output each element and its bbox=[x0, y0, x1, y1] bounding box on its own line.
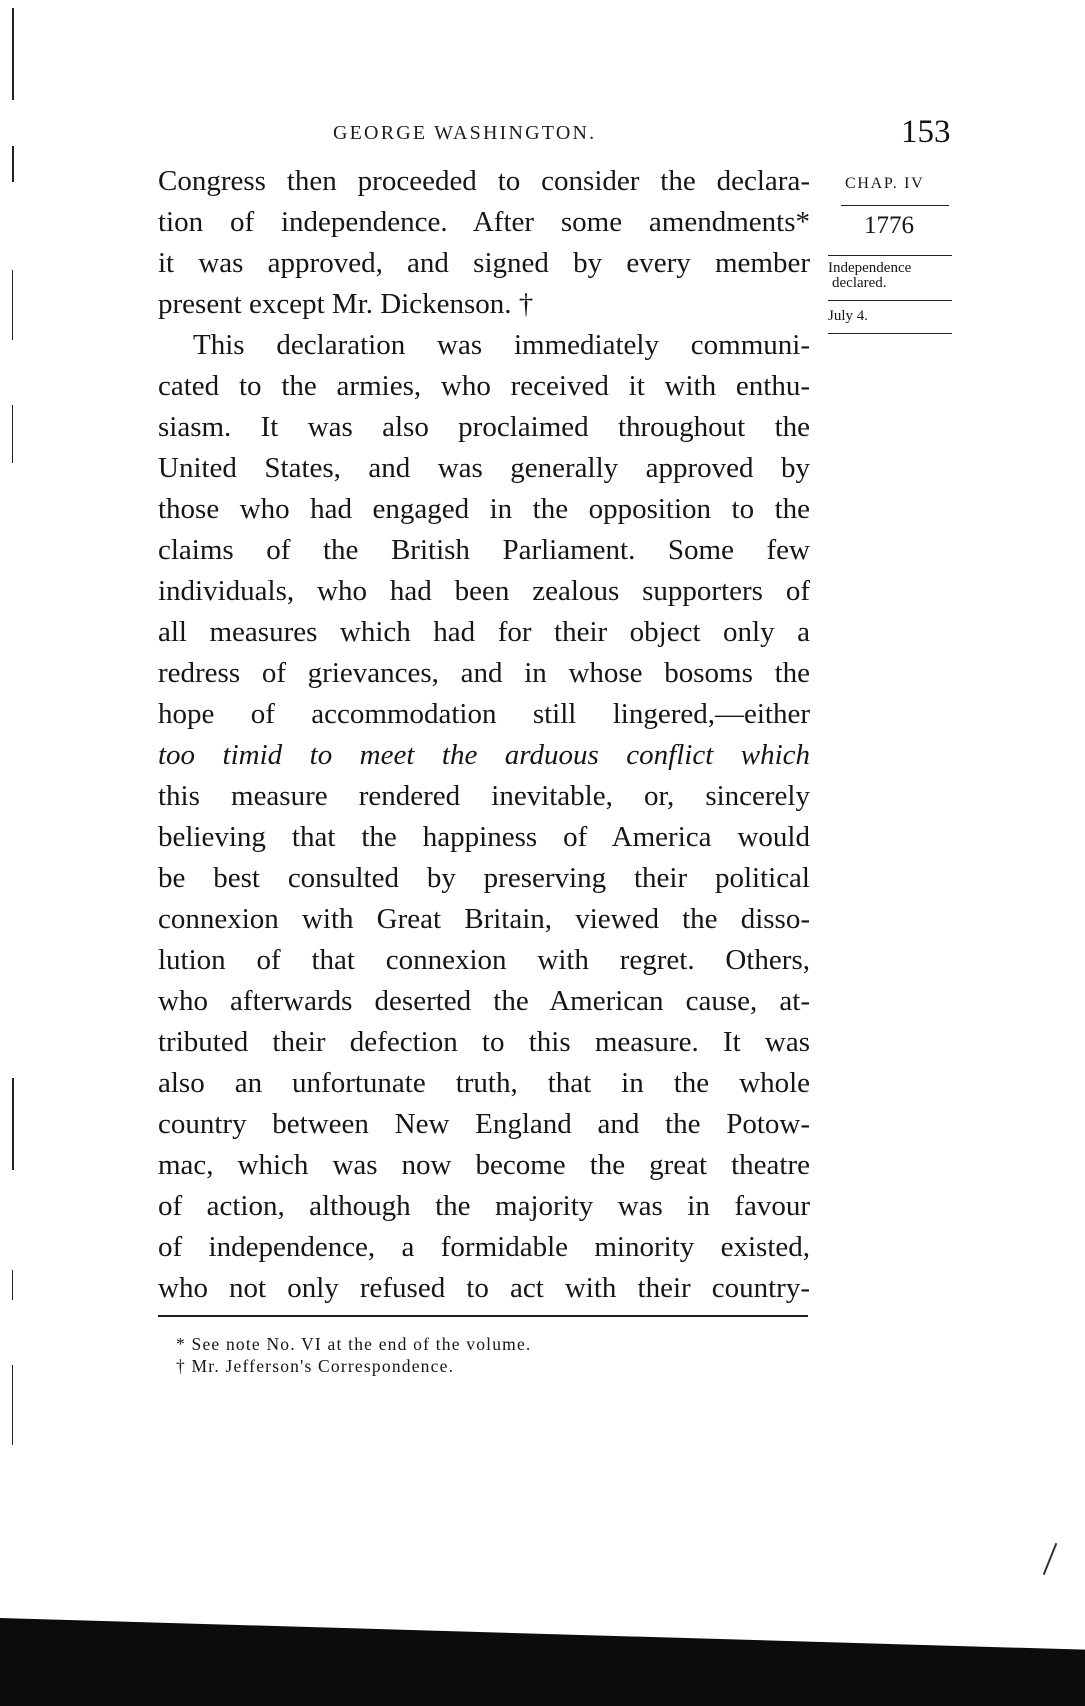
sidenote-text bbox=[828, 261, 911, 291]
body-line: claims of the British Parliament. Some few bbox=[158, 534, 810, 566]
page-scan-edge bbox=[0, 0, 26, 1460]
sidenote-chapter: CHAP. IV bbox=[845, 175, 925, 192]
body-line: those who had engaged in the opposition to the bbox=[158, 493, 810, 525]
body-line: Congress then proceeded to consider the declara- bbox=[158, 165, 810, 197]
scan-mark bbox=[1043, 1543, 1058, 1575]
scan-edge-line bbox=[12, 270, 13, 340]
body-line: United States, and was generally approved by bbox=[158, 452, 810, 484]
body-line: too timid to meet the arduous conflict which bbox=[158, 739, 810, 771]
page-number: 153 bbox=[901, 114, 951, 150]
sidenote-date: July 4. bbox=[828, 308, 869, 324]
footnote: * See note No. VI at the end of the volume. bbox=[176, 1334, 532, 1354]
body-line: cated to the armies, who received it with enthu- bbox=[158, 370, 810, 402]
scan-edge-line bbox=[12, 1270, 13, 1300]
sidenote-rule bbox=[828, 333, 952, 334]
body-line: mac, which was now become the great theatre bbox=[158, 1149, 810, 1181]
body-line: connexion with Great Britain, viewed the disso- bbox=[158, 903, 810, 935]
sidenote-rule bbox=[828, 300, 952, 301]
body-line: redress of grievances, and in whose bosoms the bbox=[158, 657, 810, 689]
body-line: tributed their defection to this measure. It was bbox=[158, 1026, 810, 1058]
body-line: tion of independence. After some amendments* bbox=[158, 206, 810, 238]
footnote: † Mr. Jefferson's Correspondence. bbox=[176, 1356, 455, 1376]
scan-edge-line bbox=[12, 8, 14, 100]
scan-bottom-shadow bbox=[0, 1618, 1085, 1706]
body-line: believing that the happiness of America would bbox=[158, 821, 810, 853]
body-line: of action, although the majority was in favour bbox=[158, 1190, 810, 1222]
body-line: it was approved, and signed by every member bbox=[158, 247, 810, 279]
body-line: of independence, a formidable minority existed, bbox=[158, 1231, 810, 1263]
body-line: hope of accommodation still lingered,—either bbox=[158, 698, 810, 730]
body-line: all measures which had for their object only a bbox=[158, 616, 810, 648]
sidenote-year: 1776 bbox=[864, 212, 914, 239]
body-line: be best consulted by preserving their political bbox=[158, 862, 810, 894]
scan-edge-line bbox=[12, 1365, 13, 1445]
scan-edge-line bbox=[12, 405, 13, 463]
running-head: GEORGE WASHINGTON. bbox=[333, 122, 597, 144]
body-line: who not only refused to act with their country- bbox=[158, 1272, 810, 1304]
body-line: lution of that connexion with regret. Others, bbox=[158, 944, 810, 976]
body-line: this measure rendered inevitable, or, sincerely bbox=[158, 780, 810, 812]
footnote-rule bbox=[158, 1315, 808, 1317]
body-line: siasm. It was also proclaimed throughout the bbox=[158, 411, 810, 443]
body-line: individuals, who had been zealous supporters of bbox=[158, 575, 810, 607]
scan-edge-line bbox=[12, 1078, 14, 1170]
body-line: also an unfortunate truth, that in the whole bbox=[158, 1067, 810, 1099]
sidenote-rule bbox=[828, 255, 952, 256]
body-line: country between New England and the Potow- bbox=[158, 1108, 810, 1140]
sidenote-text-line: Independence bbox=[828, 260, 912, 276]
footnotes bbox=[176, 1333, 532, 1377]
scan-edge-line bbox=[12, 146, 14, 182]
body-text bbox=[158, 161, 810, 1309]
body-line: This declaration was immediately communi- bbox=[193, 329, 810, 361]
sidenote-rule bbox=[841, 205, 949, 206]
body-line: present except Mr. Dickenson. † bbox=[158, 288, 534, 320]
body-line: who afterwards deserted the American cause, at- bbox=[158, 985, 810, 1017]
sidenote-text-line: declared. bbox=[832, 275, 887, 291]
